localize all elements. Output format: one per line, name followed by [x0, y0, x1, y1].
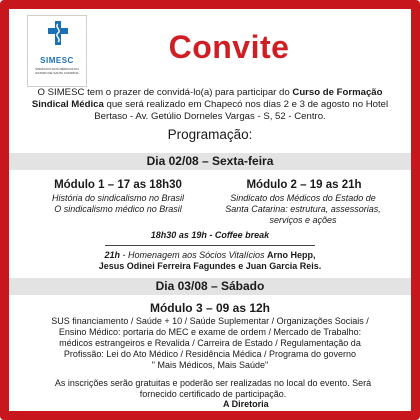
module3-title: Módulo 3 – 09 as 12h	[149, 301, 271, 315]
simesc-logo	[27, 15, 87, 87]
module1-line1: História do sindicalismo no Brasil	[51, 193, 185, 203]
homage-text: - Homenagem aos Sócios Vitalícios	[120, 250, 267, 260]
logo-subtitle: SINDICATO DOS MÉDICOS DO ESTADO DE SANTA CATARINA	[35, 67, 79, 75]
homage-names2: Jesus Odinei Ferreira Fagundes e Juan Garcia Reis.	[98, 261, 322, 271]
module1-desc	[23, 193, 213, 215]
module1-line2: O sindicalismo médico no Brasil	[54, 204, 182, 214]
course-name: Curso de Formação Sindical Médica	[31, 87, 383, 110]
module3-topics	[29, 316, 391, 371]
topic-line: " Mais Médicos, Mais Saúde"	[151, 360, 269, 370]
module2-title: Módulo 2 – 19 as 21h	[246, 179, 362, 191]
topic-line: SUS financiamento / Saúde + 10 / Saúde Suplementar / Organizações Sociais /	[51, 316, 369, 326]
invitation-card	[9, 9, 411, 411]
module2-line1: Sindicato dos Médicos do Estado de	[230, 193, 376, 203]
intro-part1: O SIMESC tem o prazer de convidá-lo(a) para participar do	[37, 87, 293, 98]
day1-band: Dia 02/08 – Sexta-feira	[9, 153, 411, 170]
topic-line: médicos estrangeiros e Revalida / Carreira de Estado / Regulamentação da	[59, 338, 361, 348]
module1-title: Módulo 1 – 17 as 18h30	[54, 179, 182, 191]
homage-line1	[9, 250, 411, 261]
topic-line: Profissão: Lei do Ato Médico / Residência Médica / Programa do governo	[63, 349, 357, 359]
divider	[105, 245, 315, 246]
homage-names1: Arno Hepp,	[266, 250, 316, 260]
program-title: Programação:	[167, 127, 253, 142]
page-title: Convite	[168, 29, 290, 65]
homage-time: 21h	[104, 250, 121, 260]
closing-text	[33, 378, 393, 400]
day2-band: Dia 03/08 – Sábado	[9, 278, 411, 295]
logo-name: SIMESC	[40, 56, 74, 65]
module2-line3: serviços e ações	[269, 215, 337, 225]
module2-desc	[205, 193, 401, 226]
module2-line2: Santa Catarina: estrutura, assessorias,	[225, 204, 381, 214]
signature: A Diretoria	[223, 399, 269, 409]
topic-line: Ensino Médico: portaria do MEC e exame de ordem / Mercado de Trabalho:	[58, 327, 362, 337]
medical-cross-icon	[48, 21, 68, 45]
intro-part2: que será realizado em Chapecó nos dias 2 e 3 de agosto no Hotel Bertaso - Av. Getúlio Dorneles Vargas - S, 52 - Centro.	[94, 99, 389, 122]
intro-text	[27, 87, 393, 123]
coffee-break: 18h30 as 19h - Coffee break	[150, 230, 270, 240]
closing-line1: As inscrições serão gratuitas e poderão ser realizadas no local do evento. Será	[54, 378, 372, 388]
closing-line2: fornecido certificado de participação.	[139, 389, 287, 399]
